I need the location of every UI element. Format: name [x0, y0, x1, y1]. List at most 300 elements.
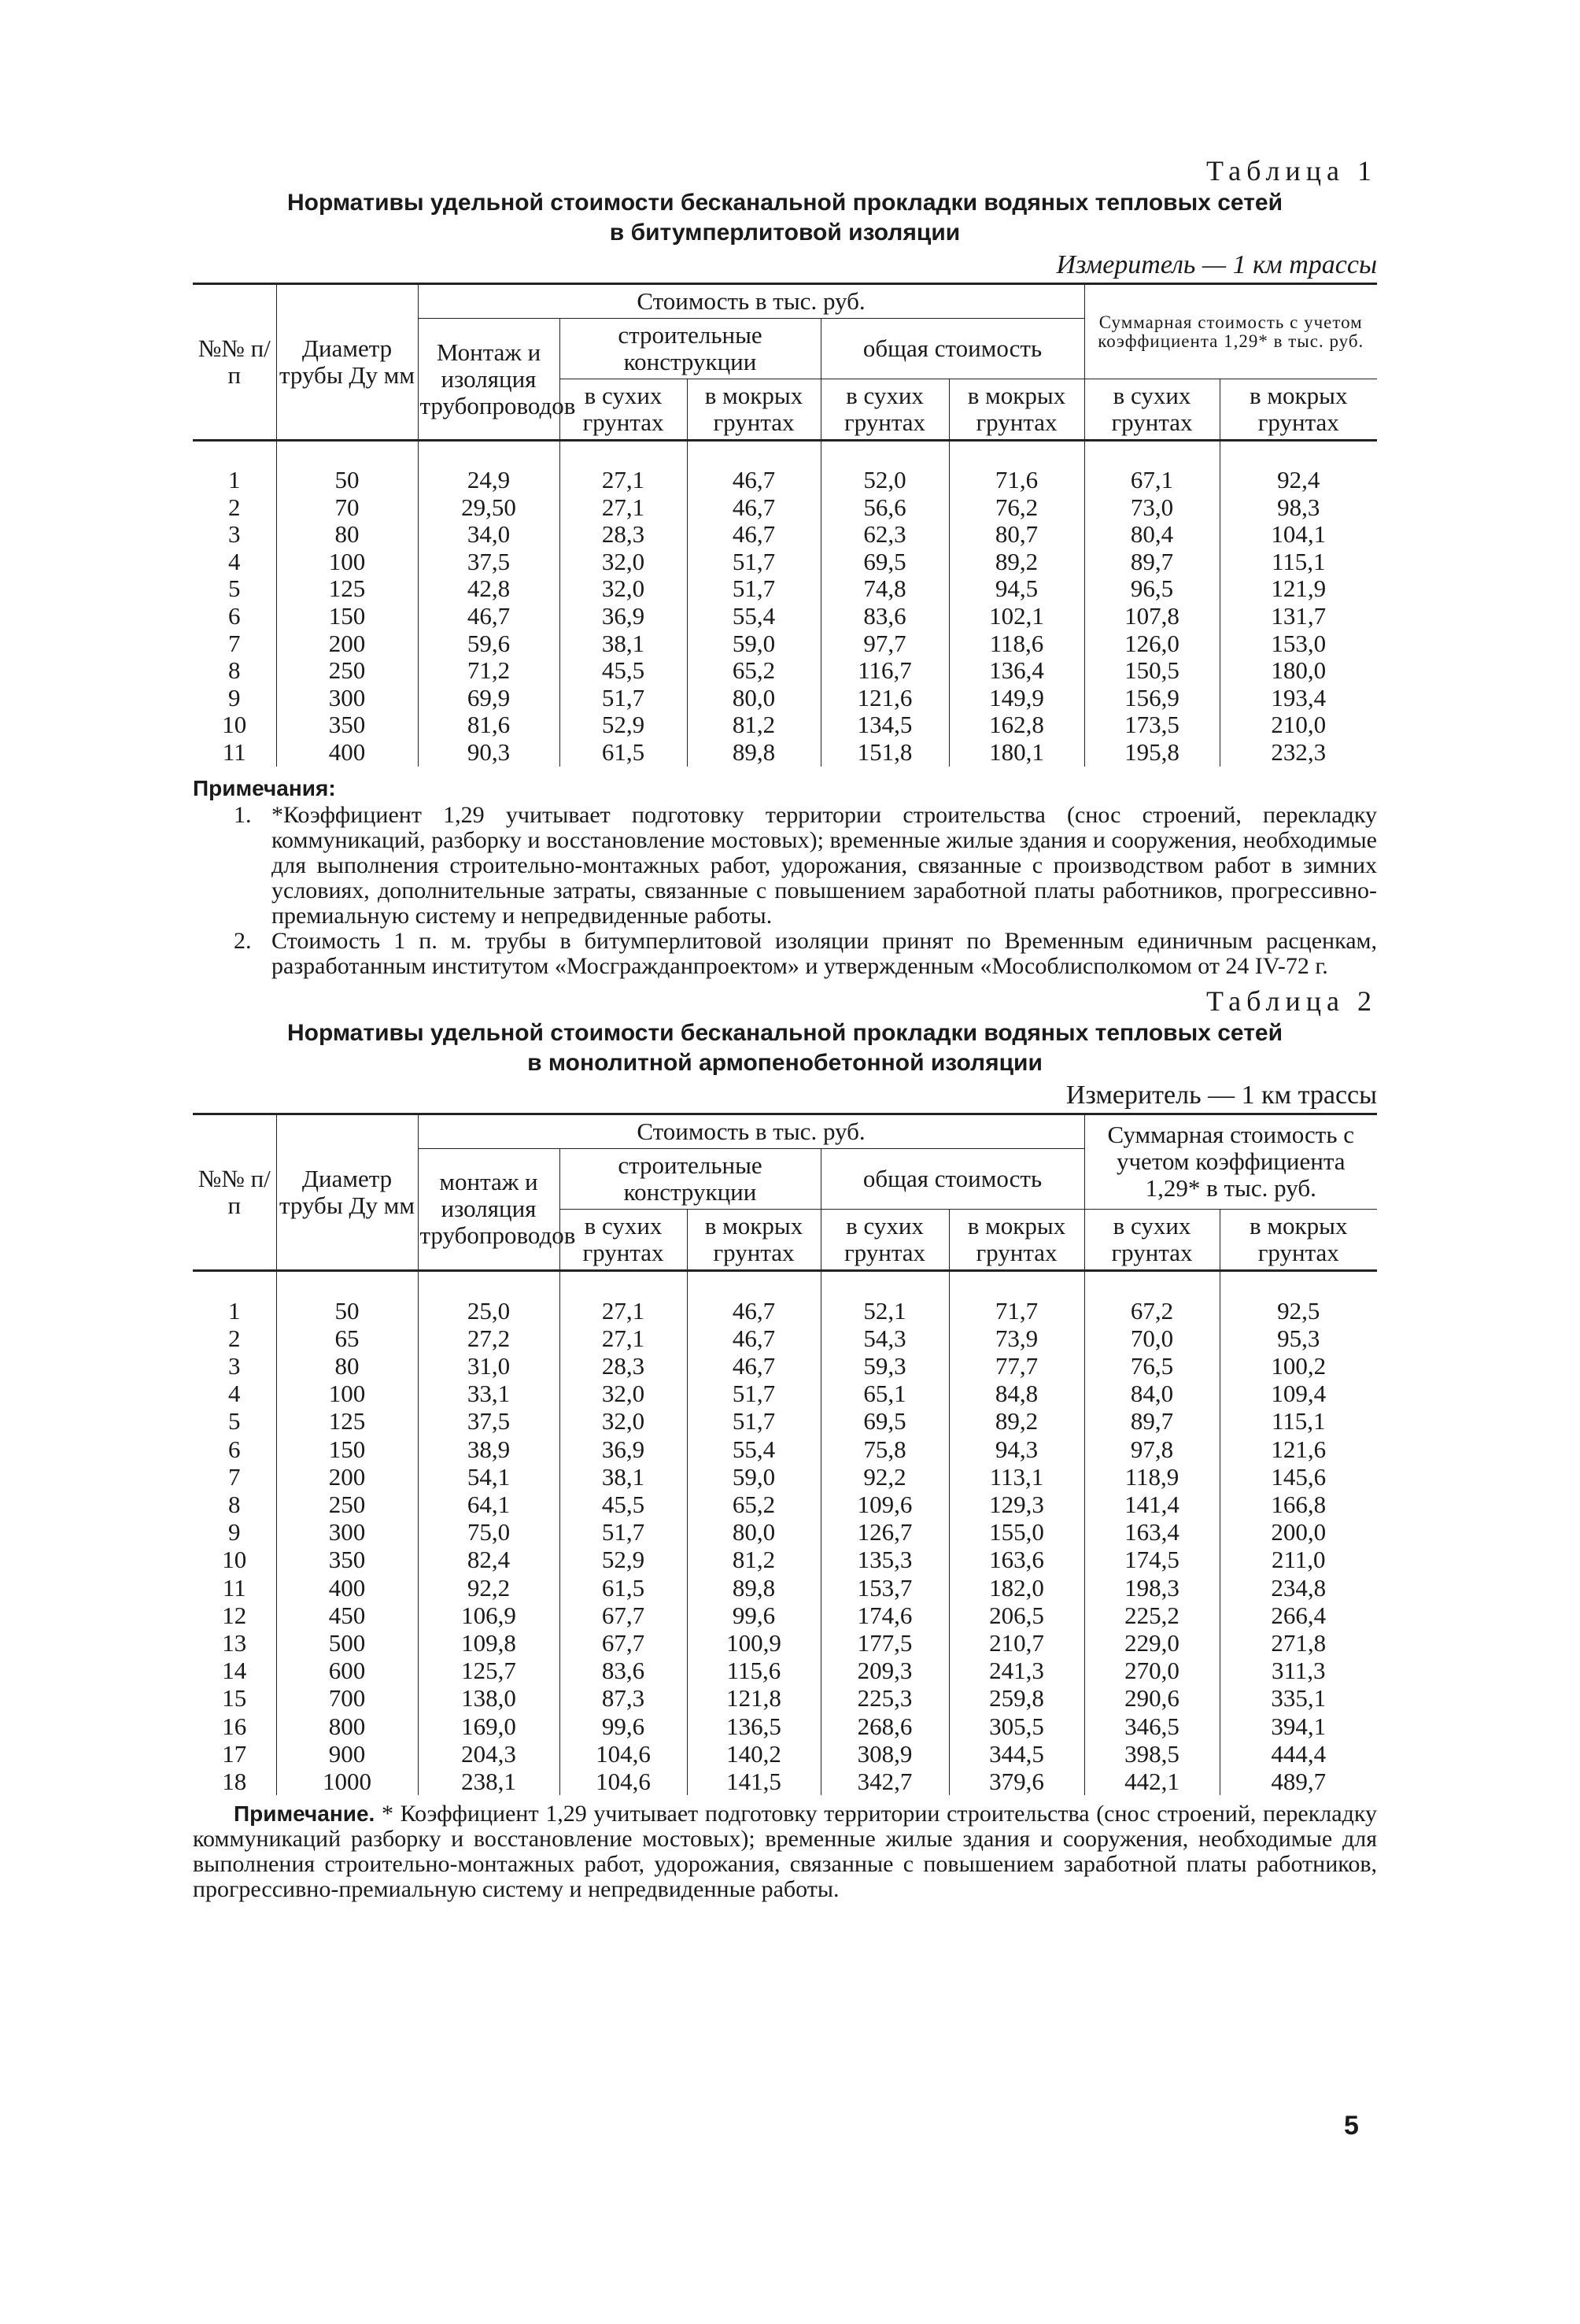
table2-header-summary-wet: в мокрых грунтах	[1220, 1209, 1377, 1270]
table2-cell-num: 6	[193, 1435, 276, 1463]
table2-cell-struct-wet: 89,8	[687, 1574, 821, 1602]
table1-header-summary-wet: в мокрых грунтах	[1220, 379, 1377, 441]
table2-header-total-wet: в мокрых грунтах	[949, 1209, 1084, 1270]
table2-cell-summary-wet: 489,7	[1220, 1768, 1377, 1795]
table2-cell-diameter: 900	[276, 1740, 418, 1768]
table2-cell-num: 5	[193, 1407, 276, 1435]
table2-cell-summary-dry: 174,5	[1084, 1546, 1220, 1573]
table2-cell-summary-dry: 270,0	[1084, 1657, 1220, 1684]
table1-cell-num: 4	[193, 549, 276, 576]
table2-cell-summary-dry: 229,0	[1084, 1629, 1220, 1657]
table1-notes-heading: Примечания:	[193, 775, 336, 800]
table1-cell-mount: 90,3	[418, 739, 559, 767]
table2-cell-struct-wet: 59,0	[687, 1463, 821, 1491]
table2-cell-struct-dry: 51,7	[559, 1518, 687, 1546]
table2-cell-struct-dry: 104,6	[559, 1740, 687, 1768]
table1-cell-summary-dry: 89,7	[1084, 549, 1220, 576]
table1-cell-total-wet: 180,1	[949, 739, 1084, 767]
table2-cell-mount: 64,1	[418, 1491, 559, 1518]
table1-row	[193, 603, 1377, 630]
table2-cell-num: 16	[193, 1713, 276, 1740]
table2-cell-mount: 38,9	[418, 1435, 559, 1463]
table2-cell-num: 9	[193, 1518, 276, 1546]
table2-cell-summary-dry: 346,5	[1084, 1713, 1220, 1740]
table2-cell-diameter: 50	[276, 1297, 418, 1325]
table2-cell-struct-dry: 83,6	[559, 1657, 687, 1684]
table1-cell-summary-wet: 131,7	[1220, 603, 1377, 630]
table2-cell-struct-wet: 80,0	[687, 1518, 821, 1546]
table2-cell-struct-dry: 45,5	[559, 1491, 687, 1518]
table1-cell-diameter: 300	[276, 685, 418, 712]
table2-cell-struct-wet: 55,4	[687, 1435, 821, 1463]
document-page	[193, 153, 1377, 1902]
table1-cell-total-wet: 118,6	[949, 630, 1084, 658]
table2-cell-total-wet: 155,0	[949, 1518, 1084, 1546]
table1-cell-total-dry: 97,7	[821, 630, 949, 658]
table1-cell-struct-dry: 28,3	[559, 521, 687, 549]
table1-cell-total-wet: 71,6	[949, 467, 1084, 494]
table2-row	[193, 1768, 1377, 1795]
table2-title-line1: Нормативы удельной стоимости бесканальной прокладки водяных тепловых сетей	[286, 1019, 1283, 1046]
table2-cell-diameter: 500	[276, 1629, 418, 1657]
table2-cell-struct-dry: 32,0	[559, 1380, 687, 1407]
table2-row	[193, 1463, 1377, 1491]
table1-cell-struct-dry: 32,0	[559, 549, 687, 576]
note-text: *Коэффициент 1,29 учитывает подготовку территории строительства (снос строений, перекладку коммуникаций, разборку и восстановление мостовых); временные жилые здания и сооружения, необходимые для выполнения строительно-монтажных работ, удорожания, связанные с производством работ в зимних условиях, дополнительные затраты, связанные с повышением заработной платы работников, прогрессивно-премиальную систему и непредвиденные работы.	[271, 801, 1377, 929]
table2-cell-summary-wet: 394,1	[1220, 1713, 1377, 1740]
table2-cell-total-wet: 344,5	[949, 1740, 1084, 1768]
table2-cell-summary-wet: 121,6	[1220, 1435, 1377, 1463]
table1-cell-total-dry: 69,5	[821, 549, 949, 576]
table2-cell-total-dry: 209,3	[821, 1657, 949, 1684]
table2-row	[193, 1325, 1377, 1352]
table2-cell-summary-wet: 109,4	[1220, 1380, 1377, 1407]
table2-cell-summary-dry: 163,4	[1084, 1518, 1220, 1546]
table1-cell-total-wet: 89,2	[949, 549, 1084, 576]
table2-cell-total-wet: 206,5	[949, 1602, 1084, 1629]
table2-cell-num: 13	[193, 1629, 276, 1657]
table2-cell-mount: 106,9	[418, 1602, 559, 1629]
table2-cell-summary-dry: 89,7	[1084, 1407, 1220, 1435]
table1-header-summary: Суммарная стоимость с учетом коэффициента 1,29* в тыс. руб.	[1084, 284, 1377, 379]
table2-cell-num: 10	[193, 1546, 276, 1573]
table1-cell-total-dry: 74,8	[821, 575, 949, 603]
table2-cell-total-wet: 71,7	[949, 1297, 1084, 1325]
table1-cell-total-dry: 121,6	[821, 685, 949, 712]
table2-cell-mount: 37,5	[418, 1407, 559, 1435]
table2-cell-struct-dry: 27,1	[559, 1297, 687, 1325]
table1-cell-mount: 46,7	[418, 603, 559, 630]
table2-cell-total-wet: 210,7	[949, 1629, 1084, 1657]
table1-cell-num: 9	[193, 685, 276, 712]
table2-cell-diameter: 1000	[276, 1768, 418, 1795]
table1-cell-mount: 59,6	[418, 630, 559, 658]
table2-cell-summary-dry: 67,2	[1084, 1297, 1220, 1325]
table2-cell-total-dry: 59,3	[821, 1352, 949, 1380]
table2-cell-struct-wet: 46,7	[687, 1352, 821, 1380]
table1-measure: Измеритель — 1 км трассы	[1056, 250, 1377, 279]
table2-cell-total-dry: 75,8	[821, 1435, 949, 1463]
table2-cell-summary-dry: 198,3	[1084, 1574, 1220, 1602]
table2-cell-struct-wet: 51,7	[687, 1407, 821, 1435]
table2-cell-summary-wet: 211,0	[1220, 1546, 1377, 1573]
table1-cell-summary-dry: 173,5	[1084, 711, 1220, 739]
table1-cell-summary-dry: 150,5	[1084, 657, 1220, 685]
table2-cell-mount: 169,0	[418, 1713, 559, 1740]
note-text: Стоимость 1 п. м. трубы в битумперлитовой изоляции принят по Временным единичным расценкам, разработанным институтом «Мосгражданпроектом» и утвержденным «Мособлисполкомом от 24 IV-72 г.	[271, 927, 1377, 979]
table1-row	[193, 575, 1377, 603]
table2-row	[193, 1297, 1377, 1325]
table2-cell-struct-dry: 67,7	[559, 1629, 687, 1657]
table1-cell-summary-dry: 126,0	[1084, 630, 1220, 658]
table1-cell-diameter: 150	[276, 603, 418, 630]
table1-cell-summary-dry: 156,9	[1084, 685, 1220, 712]
table2-cell-mount: 54,1	[418, 1463, 559, 1491]
table2-cell-summary-wet: 115,1	[1220, 1407, 1377, 1435]
table2-cell-total-dry: 135,3	[821, 1546, 949, 1573]
table1-cell-num: 8	[193, 657, 276, 685]
table1-cell-mount: 34,0	[418, 521, 559, 549]
table2-cell-total-dry: 342,7	[821, 1768, 949, 1795]
table1-cell-struct-dry: 32,0	[559, 575, 687, 603]
table2-header-mount: монтаж и изоляция трубопроводов	[418, 1148, 559, 1270]
table2-row	[193, 1713, 1377, 1740]
table2-header-struct-dry: в сухих грунтах	[559, 1209, 687, 1270]
table1-note-2	[234, 929, 1377, 979]
table2-cell-summary-dry: 398,5	[1084, 1740, 1220, 1768]
table2-cell-summary-dry: 141,4	[1084, 1491, 1220, 1518]
table2-header-total-dry: в сухих грунтах	[821, 1209, 949, 1270]
table1-cell-struct-dry: 61,5	[559, 739, 687, 767]
table2-header-diameter: Диаметр трубы Ду мм	[276, 1114, 418, 1270]
table2-row	[193, 1629, 1377, 1657]
table2-cell-diameter: 125	[276, 1407, 418, 1435]
table1-row	[193, 549, 1377, 576]
table2-cell-struct-wet: 121,8	[687, 1684, 821, 1712]
table2-row	[193, 1380, 1377, 1407]
table2-cell-summary-dry: 70,0	[1084, 1325, 1220, 1352]
table2-cell-struct-wet: 115,6	[687, 1657, 821, 1684]
table1-cell-diameter: 100	[276, 549, 418, 576]
table2-cell-summary-wet: 234,8	[1220, 1574, 1377, 1602]
table1-cell-struct-wet: 81,2	[687, 711, 821, 739]
table1-header-struct-wet: в мокрых грунтах	[687, 379, 821, 441]
table2-cell-diameter: 80	[276, 1352, 418, 1380]
table1-cell-summary-dry: 107,8	[1084, 603, 1220, 630]
table2-cell-struct-dry: 67,7	[559, 1602, 687, 1629]
table1-cell-mount: 71,2	[418, 657, 559, 685]
table1-cell-mount: 29,50	[418, 494, 559, 522]
table2-cell-summary-wet: 335,1	[1220, 1684, 1377, 1712]
table2-cell-num: 2	[193, 1325, 276, 1352]
table2-cell-struct-wet: 65,2	[687, 1491, 821, 1518]
table2-cell-diameter: 200	[276, 1463, 418, 1491]
table1-cell-struct-dry: 36,9	[559, 603, 687, 630]
table2-cell-total-dry: 308,9	[821, 1740, 949, 1768]
table2-cell-summary-wet: 444,4	[1220, 1740, 1377, 1768]
table1-cell-total-wet: 94,5	[949, 575, 1084, 603]
table1-cell-total-wet: 149,9	[949, 685, 1084, 712]
table2-cell-num: 15	[193, 1684, 276, 1712]
table1-cell-mount: 42,8	[418, 575, 559, 603]
table1-cell-num: 6	[193, 603, 276, 630]
table1-cell-summary-wet: 92,4	[1220, 467, 1377, 494]
table2-cell-mount: 31,0	[418, 1352, 559, 1380]
table1-cell-mount: 24,9	[418, 467, 559, 494]
table1-cell-summary-wet: 193,4	[1220, 685, 1377, 712]
table2-cell-total-dry: 268,6	[821, 1713, 949, 1740]
table2-cell-total-dry: 92,2	[821, 1463, 949, 1491]
table2-row	[193, 1491, 1377, 1518]
table1-title-line1: Нормативы удельной стоимости бесканальной прокладки водяных тепловых сетей	[286, 190, 1283, 216]
table2-cell-diameter: 100	[276, 1380, 418, 1407]
table1-cell-summary-wet: 115,1	[1220, 549, 1377, 576]
table2-body	[193, 1270, 1377, 1795]
table1-header-diameter: Диаметр трубы Ду мм	[276, 284, 418, 441]
table2-cell-diameter: 700	[276, 1684, 418, 1712]
table2-cell-summary-dry: 442,1	[1084, 1768, 1220, 1795]
table2-cell-summary-dry: 225,2	[1084, 1602, 1220, 1629]
table2-cell-summary-wet: 200,0	[1220, 1518, 1377, 1546]
table1-note-1	[234, 803, 1377, 929]
table1-cell-mount: 69,9	[418, 685, 559, 712]
table1-cell-total-wet: 136,4	[949, 657, 1084, 685]
table2-cell-total-wet: 259,8	[949, 1684, 1084, 1712]
table2-cell-summary-dry: 97,8	[1084, 1435, 1220, 1463]
table1-row	[193, 711, 1377, 739]
table2-cell-mount: 204,3	[418, 1740, 559, 1768]
table2-cell-total-wet: 73,9	[949, 1325, 1084, 1352]
page-number: 5	[1344, 2111, 1359, 2141]
table2-cell-diameter: 65	[276, 1325, 418, 1352]
table2-measure: Измеритель — 1 км трассы	[1065, 1080, 1377, 1110]
table2-cell-diameter: 450	[276, 1602, 418, 1629]
table2-cell-diameter: 150	[276, 1435, 418, 1463]
table2-cell-num: 3	[193, 1352, 276, 1380]
table1-cell-struct-wet: 89,8	[687, 739, 821, 767]
table2-row	[193, 1518, 1377, 1546]
table2-cell-num: 17	[193, 1740, 276, 1768]
table2-note	[193, 1801, 1377, 1902]
table1-cell-diameter: 350	[276, 711, 418, 739]
table2-row	[193, 1657, 1377, 1684]
table2-cell-summary-wet: 266,4	[1220, 1602, 1377, 1629]
table2-cell-struct-wet: 140,2	[687, 1740, 821, 1768]
table1-header-mount: Монтаж и изоляция трубопроводов	[418, 319, 559, 441]
table1-cell-struct-dry: 52,9	[559, 711, 687, 739]
table1-cell-total-wet: 76,2	[949, 494, 1084, 522]
table1-cell-diameter: 80	[276, 521, 418, 549]
table2-cell-struct-wet: 136,5	[687, 1713, 821, 1740]
table1-cell-summary-wet: 180,0	[1220, 657, 1377, 685]
table1-cell-num: 3	[193, 521, 276, 549]
table1-header-struct-dry: в сухих грунтах	[559, 379, 687, 441]
table1-cell-summary-wet: 104,1	[1220, 521, 1377, 549]
table1-header-total-wet: в мокрых грунтах	[949, 379, 1084, 441]
table2-note-heading: Примечание.	[234, 1801, 375, 1827]
table1-cell-summary-dry: 195,8	[1084, 739, 1220, 767]
table2-cell-total-dry: 174,6	[821, 1602, 949, 1629]
table2-cell-total-wet: 113,1	[949, 1463, 1084, 1491]
table1-header-num: №№ п/п	[193, 284, 276, 441]
table2-cell-diameter: 300	[276, 1518, 418, 1546]
table1-title-line2: в битумперлитовой изоляции	[609, 220, 961, 246]
table1-cell-num: 10	[193, 711, 276, 739]
table2-note-text: * Коэффициент 1,29 учитывает подготовку территории строительства (снос строений, перекладку коммуникаций разборку и восстановление мостовых); временные жилые здания и сооружения, необходимые для выполнения строительно-монтажных работ, удорожания, связанные с повышением заработной платы работников, прогрессивно-премиальную систему и непредвиденные работы.	[193, 1801, 1377, 1903]
table1-cell-num: 5	[193, 575, 276, 603]
table1-cell-total-dry: 83,6	[821, 603, 949, 630]
table2-cell-struct-dry: 32,0	[559, 1407, 687, 1435]
table1-row	[193, 739, 1377, 767]
table1-cell-mount: 37,5	[418, 549, 559, 576]
table2-cell-total-dry: 225,3	[821, 1684, 949, 1712]
table2-cell-struct-dry: 61,5	[559, 1574, 687, 1602]
table2-cell-num: 18	[193, 1768, 276, 1795]
table2-label: Таблица 2	[1206, 985, 1377, 1017]
table2-cell-diameter: 350	[276, 1546, 418, 1573]
table2-row	[193, 1740, 1377, 1768]
table2-cell-struct-dry: 36,9	[559, 1435, 687, 1463]
table2-cell-summary-dry: 118,9	[1084, 1463, 1220, 1491]
table2-header-summary: Суммарная стоимость с учетом коэффициента 1,29* в тыс. руб.	[1084, 1114, 1377, 1209]
table2-cell-summary-wet: 100,2	[1220, 1352, 1377, 1380]
table2-cell-struct-dry: 104,6	[559, 1768, 687, 1795]
table2-cell-struct-wet: 46,7	[687, 1325, 821, 1352]
table2-cell-mount: 125,7	[418, 1657, 559, 1684]
table2-row	[193, 1684, 1377, 1712]
table2-cell-num: 7	[193, 1463, 276, 1491]
table2-header-cost: Стоимость в тыс. руб.	[418, 1114, 1084, 1148]
table1-cell-diameter: 400	[276, 739, 418, 767]
table2-cell-mount: 75,0	[418, 1518, 559, 1546]
table1-header-summary-dry: в сухих грунтах	[1084, 379, 1220, 441]
table2-cell-summary-dry: 290,6	[1084, 1684, 1220, 1712]
table1-cell-summary-dry: 80,4	[1084, 521, 1220, 549]
table1-cell-struct-dry: 38,1	[559, 630, 687, 658]
table2-cell-total-wet: 84,8	[949, 1380, 1084, 1407]
table1-cell-summary-dry: 67,1	[1084, 467, 1220, 494]
table1-cell-summary-wet: 98,3	[1220, 494, 1377, 522]
table2-cell-total-wet: 305,5	[949, 1713, 1084, 1740]
table2-cell-summary-dry: 84,0	[1084, 1380, 1220, 1407]
table2-cell-total-dry: 153,7	[821, 1574, 949, 1602]
table2-cell-mount: 138,0	[418, 1684, 559, 1712]
table1-cell-num: 11	[193, 739, 276, 767]
table2-cell-num: 12	[193, 1602, 276, 1629]
table1-cell-struct-dry: 45,5	[559, 657, 687, 685]
table1-cell-struct-dry: 51,7	[559, 685, 687, 712]
table1-row	[193, 467, 1377, 494]
table2-cell-total-wet: 379,6	[949, 1768, 1084, 1795]
note-number: 2.	[234, 927, 252, 954]
table1-notes	[193, 803, 1377, 979]
table1-cell-diameter: 200	[276, 630, 418, 658]
table2-cell-diameter: 800	[276, 1713, 418, 1740]
table2-cell-total-dry: 65,1	[821, 1380, 949, 1407]
table2-cell-total-wet: 94,3	[949, 1435, 1084, 1463]
table2-row	[193, 1407, 1377, 1435]
table2-header-summary-dry: в сухих грунтах	[1084, 1209, 1220, 1270]
table2-cell-mount: 25,0	[418, 1297, 559, 1325]
table1-cell-diameter: 125	[276, 575, 418, 603]
table2-cell-mount: 238,1	[418, 1768, 559, 1795]
table2-cell-diameter: 250	[276, 1491, 418, 1518]
table2-cell-total-dry: 52,1	[821, 1297, 949, 1325]
table2-cell-total-dry: 126,7	[821, 1518, 949, 1546]
table2-cell-summary-wet: 311,3	[1220, 1657, 1377, 1684]
table2-cell-total-wet: 163,6	[949, 1546, 1084, 1573]
table2-cell-num: 14	[193, 1657, 276, 1684]
table2-cell-total-dry: 109,6	[821, 1491, 949, 1518]
table2-cell-summary-wet: 95,3	[1220, 1325, 1377, 1352]
table2-cell-struct-wet: 100,9	[687, 1629, 821, 1657]
table1-row	[193, 685, 1377, 712]
table2-cell-total-wet: 89,2	[949, 1407, 1084, 1435]
table1-cell-mount: 81,6	[418, 711, 559, 739]
table2-cell-num: 1	[193, 1297, 276, 1325]
table2-cell-total-dry: 177,5	[821, 1629, 949, 1657]
table2-cell-struct-dry: 38,1	[559, 1463, 687, 1491]
table1-cell-num: 7	[193, 630, 276, 658]
table2-cell-num: 4	[193, 1380, 276, 1407]
table2-cell-summary-wet: 166,8	[1220, 1491, 1377, 1518]
table2-row	[193, 1546, 1377, 1573]
table2-cell-total-wet: 241,3	[949, 1657, 1084, 1684]
table1-cell-struct-dry: 27,1	[559, 494, 687, 522]
table1-cell-summary-wet: 121,9	[1220, 575, 1377, 603]
table2-cell-struct-dry: 28,3	[559, 1352, 687, 1380]
table2-cell-mount: 109,8	[418, 1629, 559, 1657]
table1-body	[193, 441, 1377, 767]
table2-cell-summary-wet: 271,8	[1220, 1629, 1377, 1657]
table2-cell-mount: 27,2	[418, 1325, 559, 1352]
table1-cell-total-wet: 102,1	[949, 603, 1084, 630]
table1-cell-diameter: 250	[276, 657, 418, 685]
table1-cell-summary-wet: 153,0	[1220, 630, 1377, 658]
table1-row	[193, 657, 1377, 685]
table1-cell-struct-wet: 46,7	[687, 494, 821, 522]
table1-cell-summary-wet: 232,3	[1220, 739, 1377, 767]
table1-cell-total-wet: 162,8	[949, 711, 1084, 739]
table1-label: Таблица 1	[1206, 155, 1377, 187]
table2-row	[193, 1435, 1377, 1463]
table1-cell-total-dry: 151,8	[821, 739, 949, 767]
table2-cell-summary-wet: 92,5	[1220, 1297, 1377, 1325]
table1-header-total-dry: в сухих грунтах	[821, 379, 949, 441]
table1-cell-diameter: 70	[276, 494, 418, 522]
table1-cell-total-dry: 62,3	[821, 521, 949, 549]
table1-cell-struct-wet: 55,4	[687, 603, 821, 630]
table1-header-cost: Стоимость в тыс. руб.	[418, 284, 1084, 319]
table2-cell-total-dry: 69,5	[821, 1407, 949, 1435]
table2-row	[193, 1352, 1377, 1380]
table2-cell-struct-wet: 99,6	[687, 1602, 821, 1629]
table2-cell-struct-dry: 27,1	[559, 1325, 687, 1352]
table2-cell-total-wet: 182,0	[949, 1574, 1084, 1602]
table2-title-line2: в монолитной армопенобетонной изоляции	[527, 1049, 1043, 1076]
table2-header-struct-wet: в мокрых грунтах	[687, 1209, 821, 1270]
table2-cell-mount: 33,1	[418, 1380, 559, 1407]
table2-cell-struct-dry: 87,3	[559, 1684, 687, 1712]
note-number: 1.	[234, 801, 252, 828]
table1-cell-struct-dry: 27,1	[559, 467, 687, 494]
table1	[193, 283, 1377, 767]
table2-cell-diameter: 400	[276, 1574, 418, 1602]
table1-header-total: общая стоимость	[821, 319, 1084, 379]
table2-cell-struct-wet: 46,7	[687, 1297, 821, 1325]
table1-cell-total-dry: 56,6	[821, 494, 949, 522]
table1-cell-total-dry: 52,0	[821, 467, 949, 494]
